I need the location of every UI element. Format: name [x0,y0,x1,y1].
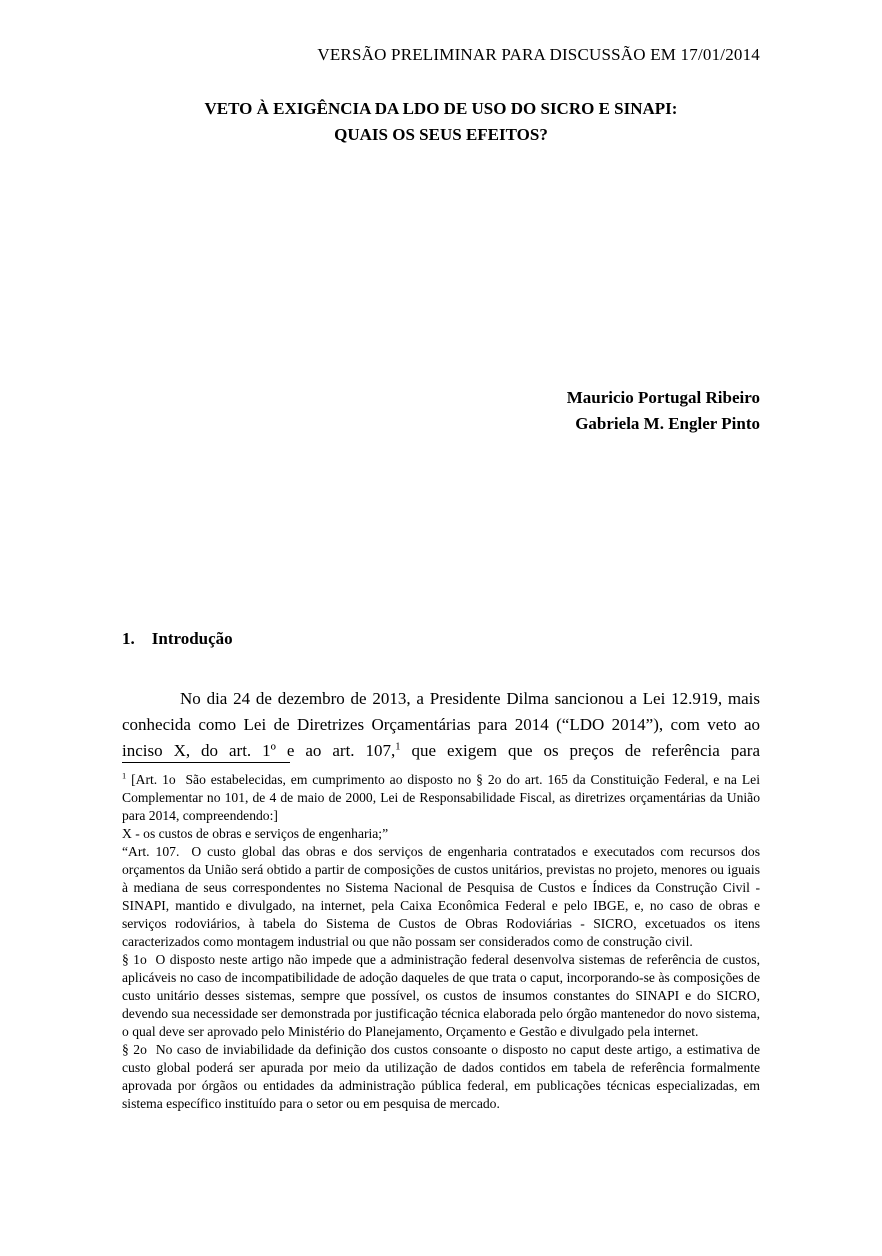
footnote-marker: 1 [122,770,127,781]
footnote-paragraph: § 2o No caso de inviabilidade da definição dos custos consoante o disposto no caput deste artigo, a estimativa de custo global poderá ser apurada por meio da utilização de dados contidos em tabela de referência formalmente aprovada por órgãos ou entidades da administração pública federal, em publicações técnicas especializadas, em sistema específico instituído para o setor ou em pesquisa de mercado. [122,1042,760,1111]
title-line-2: QUAIS OS SEUS EFEITOS? [334,125,548,144]
document-title [122,96,760,148]
footnote-separator-rule [122,762,290,763]
paragraph-text-before-footnote-ref: No dia 24 de dezembro de 2013, a Presidente Dilma sancionou a Lei 12.919, mais conhecida como Lei de Diretrizes Orçamentárias para 2014 (“LDO 2014”), com veto ao inciso X, do art. 1º e ao art. 107, [122,689,760,760]
intro-paragraph [122,686,760,764]
footnote-block [122,771,760,1113]
author-name-1: Mauricio Portugal Ribeiro [566,388,760,407]
footnote-reference: 1 [395,741,401,753]
author-name-2: Gabriela M. Engler Pinto [575,414,760,433]
footnote-paragraph: § 1o O disposto neste artigo não impede que a administração federal desenvolva sistemas de referência de custos, aplicáveis no caso de incompatibilidade de adoção daqueles de que trata o caput, incorporando-se às composições de custo unitário desses sistemas, sempre que possível, os custos de insumos constantes do SINAPI e do SICRO, devendo sua necessidade ser demonstrada por justificação técnica elaborada pelo órgão mantenedor do novo sistema, o qual deve ser aprovado pelo Ministério do Planejamento, Orçamento e Gestão e divulgado pela internet. [122,952,760,1039]
section-heading-introduction [122,628,760,650]
footnote-paragraph: “Art. 107. O custo global das obras e dos serviços de engenharia contratados e executados com recursos dos orçamentos da União será obtido a partir de composições de custos unitários, previstas no projeto, menores ou iguais à mediana de seus correspondentes no Sistema Nacional de Pesquisa de Custos e Índices da Construção Civil - SINAPI, mantido e divulgado, na internet, pela Caixa Econômica Federal e pelo IBGE, e, no caso de obras e serviços rodoviários, à tabela do Sistema de Custos de Obras Rodoviárias - SICRO, excetuados os itens caracterizados como montagem industrial ou que não possam ser considerados como de construção civil. [122,844,760,949]
section-number: 1. [122,629,135,648]
paragraph-text-after-footnote-ref: que exigem que os preços de referência para [400,741,760,760]
preliminary-version-header: VERSÃO PRELIMINAR PARA DISCUSSÃO EM 17/01/2014 [317,45,760,64]
footnote-paragraph [122,771,760,825]
footnote-paragraph: X - os custos de obras e serviços de engenharia;” [122,826,389,841]
title-line-1: VETO À EXIGÊNCIA DA LDO DE USO DO SICRO E SINAPI: [204,99,678,118]
authors-block [122,385,760,437]
section-title: Introdução [151,629,233,648]
footnote-text: [Art. 1o São estabelecidas, em cumprimento ao disposto no § 2o do art. 165 da Constituição Federal, e na Lei Complementar no 101, de 4 de maio de 2000, Lei de Responsabilidade Fiscal, as diretrizes orçamentárias da União para 2014, compreendendo:] [122,772,760,823]
